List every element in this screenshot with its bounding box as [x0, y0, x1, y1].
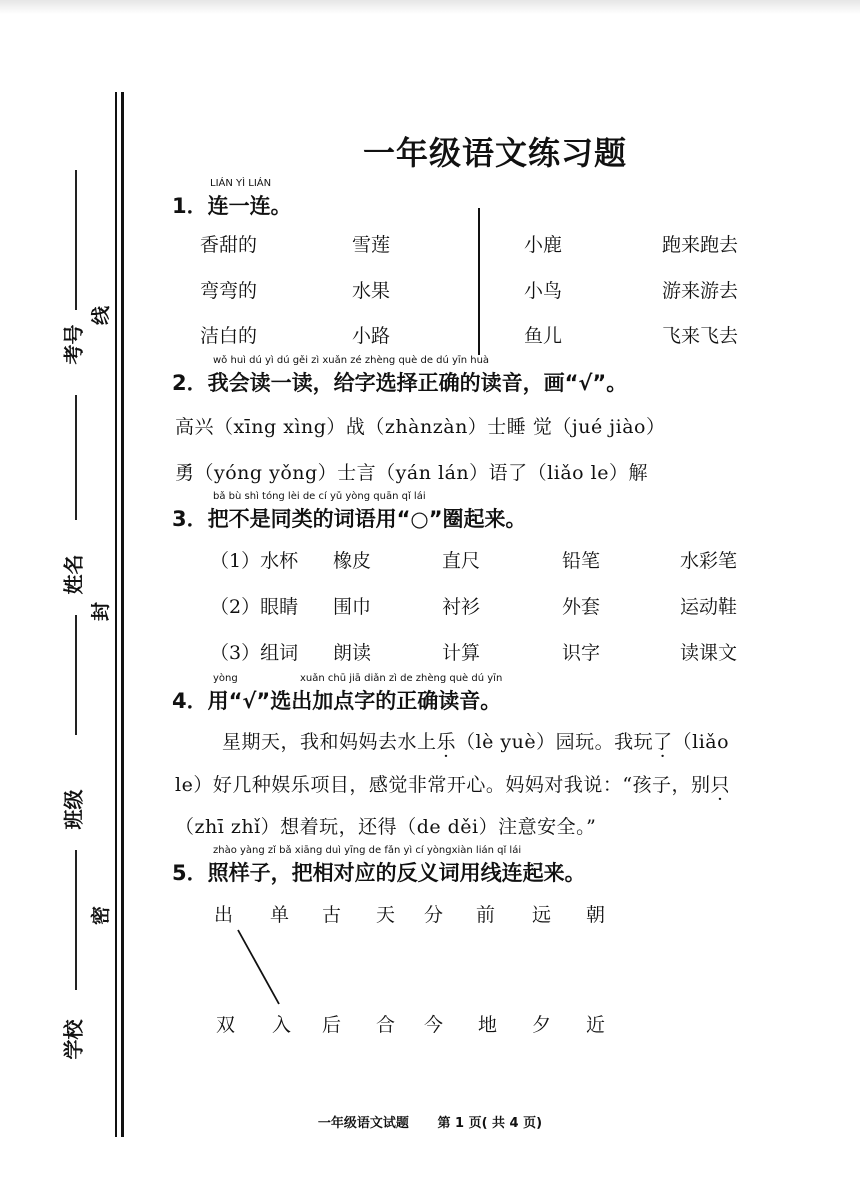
q3-item: 铅笔: [562, 550, 601, 572]
q1-item: 跑来跑去: [662, 234, 739, 256]
q5-bottom-char: 合: [376, 1014, 396, 1036]
q1-item: 水果: [352, 280, 391, 302]
q3-item: 识字: [562, 642, 601, 664]
q5-top-char: 前: [476, 904, 496, 926]
q5-top-char: 分: [424, 904, 444, 926]
xian-mark: 线: [90, 305, 113, 326]
q4-heading: 4．用“√”选出加点字的正确读音。: [172, 689, 502, 713]
feng-mark: 封: [90, 601, 113, 622]
q3-pinyin: bǎ bù shì tóng lèi de cí yǔ yòng quān qǐ lái: [213, 491, 426, 502]
q4-pinyin-yong: yòng: [213, 673, 238, 684]
q1-item: 洁白的: [200, 325, 258, 347]
q1-item: 小路: [352, 325, 391, 347]
dotted-char: 了: [653, 731, 673, 753]
q5-bottom-char: 近: [586, 1014, 606, 1036]
q3-item: （2）眼睛: [210, 596, 299, 618]
q4-text: le）好几种娱乐项目，感觉非常开心。妈妈对我说：“孩子，别: [175, 774, 711, 796]
q5-bottom-char: 后: [322, 1014, 342, 1036]
page-footer: [0, 1112, 860, 1131]
q1-item: 弯弯的: [200, 280, 258, 302]
q4-pinyin: xuǎn chū jiā diǎn zì de zhèng què dú yīn: [300, 673, 503, 684]
footer-title: 一年级语文试题: [317, 1116, 409, 1131]
q5-top-char: 天: [376, 904, 396, 926]
q3-item: （3）组词: [210, 642, 299, 664]
q4-line-3: （zhī zhǐ）想着玩，还得（de děi）注意安全。”: [175, 816, 597, 838]
q5-bottom-char: 地: [478, 1014, 498, 1036]
q3-item: 围巾: [333, 596, 372, 618]
q2-line-1: 高兴（xīng xìng）战（zhànzàn）士睡 觉（jué jiào）: [175, 416, 666, 438]
q1-item: 香甜的: [200, 234, 258, 256]
q1-item: 小鸟: [524, 280, 563, 302]
xuexiao-label: 学校: [61, 1019, 86, 1060]
q3-item: （1）水杯: [210, 550, 299, 572]
banji-label: 班级: [61, 789, 86, 830]
q4-text: （lè yuè）园玩。我玩: [456, 731, 654, 753]
q1-pinyin: LIÁN YÌ LIÁN: [210, 178, 272, 189]
dotted-char: 乐: [436, 731, 457, 753]
kaohao-label: 考号: [61, 324, 86, 365]
q3-item: 运动鞋: [680, 596, 738, 618]
q5-heading: 5．照样子，把相对应的反义词用线连起来。: [172, 861, 586, 885]
q5-top-char: 远: [532, 904, 552, 926]
q5-pinyin: zhào yàng zǐ bǎ xiāng duì yīng de fǎn yì cí yòngxiàn lián qǐ lái: [213, 845, 522, 856]
q1-item: 飞来飞去: [662, 325, 739, 347]
q4-line-2: [175, 770, 730, 797]
banji-blank: [75, 850, 77, 990]
q1-item: 游来游去: [662, 280, 739, 302]
q5-bottom-char: 夕: [532, 1014, 552, 1036]
q5-top-char: 朝: [586, 904, 606, 926]
q4-line-1: [222, 727, 729, 754]
q3-item: 直尺: [442, 550, 481, 572]
page-number: 第 1 页( 共 4 页): [437, 1116, 543, 1131]
binding-rule: [115, 92, 117, 1137]
q1-item: 鱼儿: [524, 325, 563, 347]
dotted-char: 只: [710, 774, 731, 796]
q2-pinyin: wǒ huì dú yì dú gěi zì xuǎn zé zhèng què de dú yīn huà: [213, 355, 490, 366]
q1-item: 小鹿: [524, 234, 563, 256]
q5-top-char: 古: [322, 904, 342, 926]
xingming-blank-2: [75, 615, 77, 735]
q5-top-char: 出: [214, 904, 234, 926]
q5-bottom-char: 入: [272, 1014, 292, 1036]
xingming-blank: [75, 395, 77, 520]
q1-divider: [478, 208, 480, 355]
xingming-label: 姓名: [61, 554, 86, 595]
page-edge: [0, 0, 860, 14]
q3-item: 读课文: [680, 642, 738, 664]
q5-top-char: 单: [270, 904, 290, 926]
q3-item: 计算: [442, 642, 481, 664]
q2-heading: 2．我会读一读，给字选择正确的读音，画“√”。: [172, 371, 628, 395]
q2-line-2: 勇（yóng yǒng）士言（yán lán）语了（liǎo le）解: [175, 462, 648, 484]
binding-rule: [121, 92, 124, 1137]
q3-heading: 3．把不是同类的词语用“○”圈起来。: [172, 507, 527, 531]
mi-mark: 密: [90, 905, 113, 926]
q3-item: 朗读: [333, 642, 372, 664]
q1-item: 雪莲: [352, 234, 391, 256]
q3-item: 橡皮: [333, 550, 372, 572]
q3-item: 外套: [562, 596, 601, 618]
page-title: 一年级语文练习题: [362, 134, 627, 172]
kaohao-blank: [75, 170, 77, 310]
q3-item: 衬衫: [442, 596, 481, 618]
q5-bottom-char: 今: [424, 1014, 444, 1036]
q3-item: 水彩笔: [680, 550, 738, 572]
q1-heading: 1．连一连。: [172, 194, 292, 218]
q4-text: （liǎo: [672, 731, 730, 753]
q5-bottom-char: 双: [216, 1014, 236, 1036]
q4-text: 星期天，我和妈妈去水上: [222, 731, 437, 753]
